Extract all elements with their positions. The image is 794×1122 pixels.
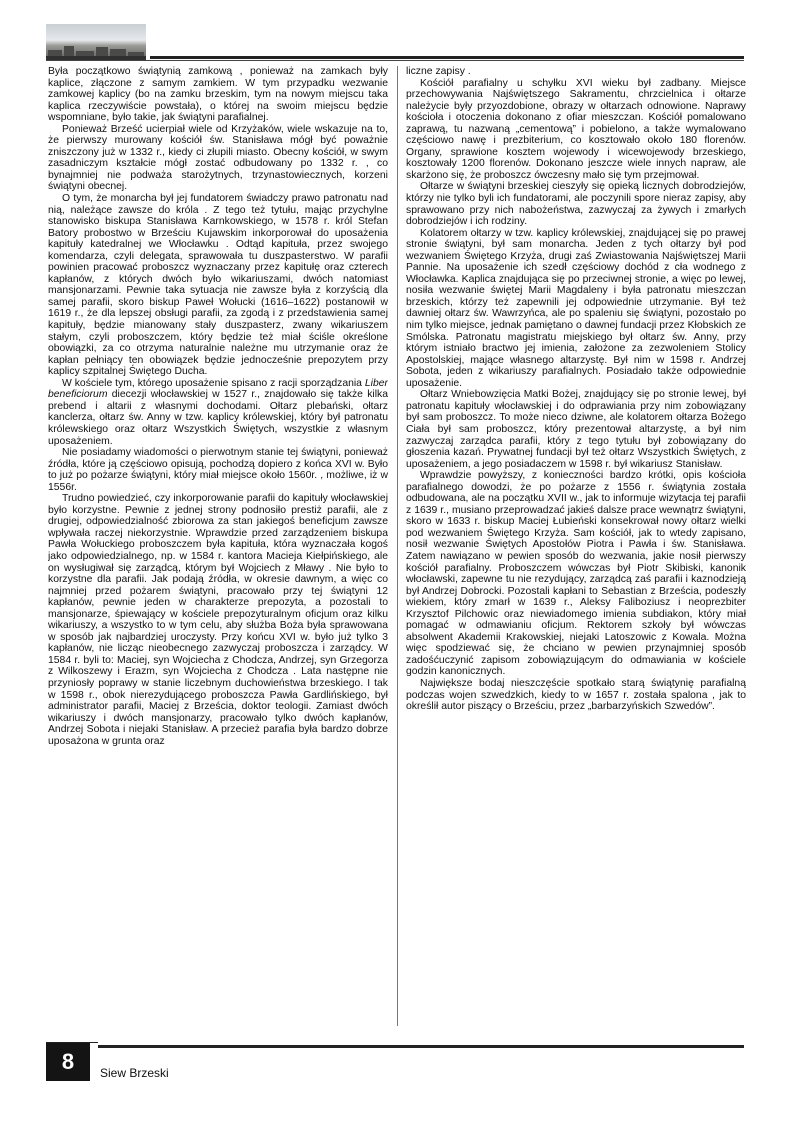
page-number: 8 [46, 1043, 90, 1081]
paragraph: liczne zapisy . [406, 66, 471, 77]
paragraph: Ołtarze w świątyni brzeskiej cieszyły się opieką licznych dobrodziejów, którzy nie tylko byli ich fundatorami, ale poczynili spore nieraz zapisy, aby sprawowano przy nich nabożeństwa, zazwyczaj za żywych i zmarłych dobrodziejów i ich rodziny. [406, 181, 746, 228]
paragraph: Kolatorem ołtarzy w tzw. kaplicy królewskiej, znajdującej się po prawej stronie świątyni, był sam monarcha. Jeden z tych ołtarzy był pod wezwaniem Świętego Krzyża, drugi zaś Zwiastowania Najświętszej Marii Pannie. Na uposażenie ich szedł częściowy dochód z cła wodnego z Włocławka. Kaplica znajdująca się po przeciwnej stronie, a więc po lewej, nosiła wezwanie świętej Marii Magdaleny i była patronatu mieszczan brzeskich, którzy też zapewnili jej odpowiednie utrzymanie. Był też dawniej ołtarz św. Wawrzyńca, ale po spaleniu się świątyni, pozostało po nim tylko miejsce, jednak pamiętano o dawnej fundacji przez Kłobskich ze Smólska. Patronatu magistratu miejskiego był ołtarz św. Anny, przy którym istniało bractwo jej imienia, założone za zezwoleniem Stolicy Apostolskiej, mające własnego altarzystę. Był nim w 1598 r. Andrzej Sobota, jeden z wikariuszy parafialnych. Posiadało także odpowiednie uposażenie. [406, 227, 746, 389]
paragraph: Trudno powiedzieć, czy inkorporowanie parafii do kapituły włocławskiej było korzystne. Pewnie z jednej strony podnosiło prestiż parafii, ale z drugiej, odpowiedzialność zbiorowa za stan jakiegoś beneficjum zawsze wpływała raczej niekorzystnie. Wprawdzie przed zarządzeniem biskupa Pawła Wołuckiego proboszczem była kapituła, która wyznaczała kogoś jako odpowiedzialnego, np. w 1584 r. kantora Macieja Kiełpińskiego, ale on wysługiwał się zarządcą, którym był Wojciech z Mławy . Nie było to korzystne dla parafii. Jak podają źródła, w okresie dawnym, a więc co najmniej przed pożarem świątyni, pracowało przy tej świątyni 12 kapłanów, pewnie jeden w charakterze prepozyta, a pozostali to mansjonarze, śpiewający w kościele prepozyturalnym oficjum oraz kilku wikariuszy, a wszystko to w tym celu, aby służba Boża była sprawowana w sposób jak najbardziej uroczysty. Przy końcu XVI w. było już tylko 3 kapłanów, nie licząc nieobecnego zazwyczaj proboszcza i zarządcy. W 1584 r. byli to: Maciej, syn Wojciecha z Chodcza, Andrzej, syn Grzegorza z Wilkoszewy i Erazm, syn Wojciecha z Chodcza . Lata następne nie przyniosły poprawy w stanie liczebnym duchowieństwa brzeskiego. I tak w 1598 r., obok nierezydującego proboszcza Pawła Gardlińskiego, był administrator parafii, Maciej z Brześcia, doktor teologii. Zamiast dwóch wikariuszy i dwóch mansjonarzy, pracowało tylko dwóch kapłanów, Andrzej Sobota i niejaki Stanisław. A przecież parafia była bardzo dobrze uposażona w grunta oraz [48, 493, 388, 747]
left-column [48, 66, 388, 1024]
paragraph: Kościół parafialny u schyłku XVI wieku był zadbany. Miejsce przechowywania Najświętszego Sakramentu, chrzcielnica i ołtarze należycie były przyozdobione, obrazy w ołtarzach odnowione. Naprawy kościoła i otoczenia dokonano z ofiar mieszczan. Kościół pomalowano zaprawą, tu nazwaną „cementową” i pobielono, a także wymalowano częściowo nawę i prezbiterium, co kosztowało około 180 florenów. Organy, sprawione kosztem wojewody i wicewojewody brzeskiego, kosztowały 1200 florenów. Dokonano jeszcze wiele innych napraw, ale skarżono się, że proboszcz ówczesny mało się tym przejmował. [406, 77, 746, 181]
italic-title: Liber beneficiorum [48, 377, 388, 401]
column-divider [397, 66, 398, 1026]
header-town-photo [46, 24, 146, 60]
paragraph: Ponieważ Brześć ucierpiał wiele od Krzyżaków, wiele wskazuje na to, że pierwszy murowany kościół św. Stanisława mógł być poważnie zniszczony już w 1332 r., kiedy ci złupili miasto. Obecny kościół, w swym zasadniczym kształcie mógł zostać odbudowany po 1332 r. , co bynajmniej nie podważa starożytnych, trzynastowiecznych, korzeni świątyni obecnej. [48, 123, 388, 193]
header-thin-rule [46, 60, 744, 61]
paragraph: Wprawdzie powyższy, z konieczności bardzo krótki, opis kościoła parafialnego dowodzi, że po pożarze z 1556 r. świątynia została odbudowana, ale na początku XVII w., jak to informuje wizytacja tej parafii z 1639 r., musiano przeprowadzać jakieś dalsze prace wewnątrz świątyni, skoro w 1633 r. biskup Maciej Łubieński konsekrował nowy ołtarz wielki pod wezwaniem Świętego Krzyża. Sam kościół, jak to wtedy zapisano, nosił wezwanie Świętych Apostołów Piotra i Pawła i św. Stanisława. Zatem nawiązano w pewien sposób do wezwania, jakie nosił pierwszy kościół parafialny. Proboszczem wówczas był Piotr Skibiski, kanonik włocławski, zapewne tu nie rezydujący, zarządcą zaś parafii i kaznodzieją był Andrzej Dobrocki. Pozostali kapłani to Sebastian z Brześcia, podeszły wiekiem, który zmarł w 1639 r., Aleksy Faliboziusz i neoprezbiter Krzysztof Pilchowic oraz niewiadomego imienia subdiakon, który miał pomagać w odmawianiu oficjum. Rektorem szkoły był wówczas absolwent Akademii Krakowskiej, niejaki Latoszowic z Kowala. Można więc spodziewać się, że chciano w pewien przynajmniej sposób zadośćuczynić zapisom zobowiązującym do odmawiania w kościele godzin kanonicznych. [406, 470, 746, 678]
footer-rule [98, 1045, 744, 1048]
paragraph: Największe bodaj nieszczęście spotkało starą świątynię parafialną podczas wojen szwedzkich, kiedy to w 1657 r. została spalona , jak to określił autor piszący o Brześciu, przez „barbarzyńskich Szwedów”. [406, 677, 746, 713]
magazine-name: Siew Brzeski [100, 1066, 169, 1080]
right-column [406, 66, 746, 1024]
paragraph: O tym, że monarcha był jej fundatorem świadczy prawo patronatu nad nią, należące zawsze do króla . Z tego też tytułu, mając przychylne stanowisko biskupa Stanisława Karnkowskiego, w 1578 r. król Stefan Batory probostwo w Brześciu Kujawskim inkorporował do uposażenia kapituły katedralnej we Włocławku . Odtąd kapituła, przez swojego komendarza, czyli delegata, sprawowała tu duszpasterstwo. W parafii powinien pracować proboszcz wyznaczany przez kapitułę oraz czterech kapłanów, z których dwóch było wikariuszami, dwóch natomiast mansjonarzami. Pewnie taka sytuacja nie zawsze była z korzyścią dla samej parafii, skoro biskup Paweł Wołucki (1616–1622) postanowił w 1619 r., że dla lepszej obsługi parafii, za zgodą i z przedstawienia samej kapituły, będzie mianowany stały duszpasterz, zwany wikariuszem stałym, czyli proboszczem, który będzie też miał ściśle określone obowiązki, za co otrzyma naturalnie należne mu utrzymanie oraz że kapłan pełniący ten obowiązek będzie jednocześnie prepozytem przy kaplicy szpitalnej Świętego Ducha. [48, 193, 388, 378]
paragraph: Była początkowo świątynią zamkową , ponieważ na zamkach były kaplice, złączone z samym zamkiem. W tym przypadku wezwanie zamkowej kaplicy (bo na zamku brzeskim, tym na nowym miejscu taka kaplica rzeczywiście powstała), o której na swoim miejscu będzie wspomniane, było takie, jak świątyni parafialnej. [48, 66, 388, 124]
paragraph: Ołtarz Wniebowzięcia Matki Bożej, znajdujący się po stronie lewej, był patronatu kapituły włocławskiej i do odprawiania przy nim zobowiązany był sam proboszcz. To może nieco dziwne, ale kolatorem ołtarza Bożego Ciała był sam proboszcz, który prezentował altarzystę, a był nim zazwyczaj zarządca parafii, który z tego tytułu był zobowiązany do głoszenia kazań. Prywatnej fundacji był też ołtarz Wszystkich Świętych, z uposażeniem, a jego posiadaczem w 1598 r. był wikariusz Stanisław. [406, 389, 746, 470]
paragraph: Nie posiadamy wiadomości o pierwotnym stanie tej świątyni, ponieważ źródła, które ją częściowo opisują, pochodzą dopiero z końca XVI w. Było to już po pożarze świątyni, który miał miejsce około 1560r. , możliwe, iż w 1556r. [48, 447, 388, 493]
paragraph: W kościele tym, którego uposażenie spisano z racji sporządzania Liber beneficiorum diecezji włocławskiej w 1527 r., znajdowało się także kilka prebend i altarii z własnymi dochodami. Ołtarz plebański, ołtarz kanclerza, ołtarz św. Anny w tzw. kaplicy królewskiej, który był patronatu królewskiego oraz ołtarz Wszystkich Świętych, wszystkie z własnym uposażeniem. [48, 377, 388, 447]
header-rule [150, 56, 744, 59]
